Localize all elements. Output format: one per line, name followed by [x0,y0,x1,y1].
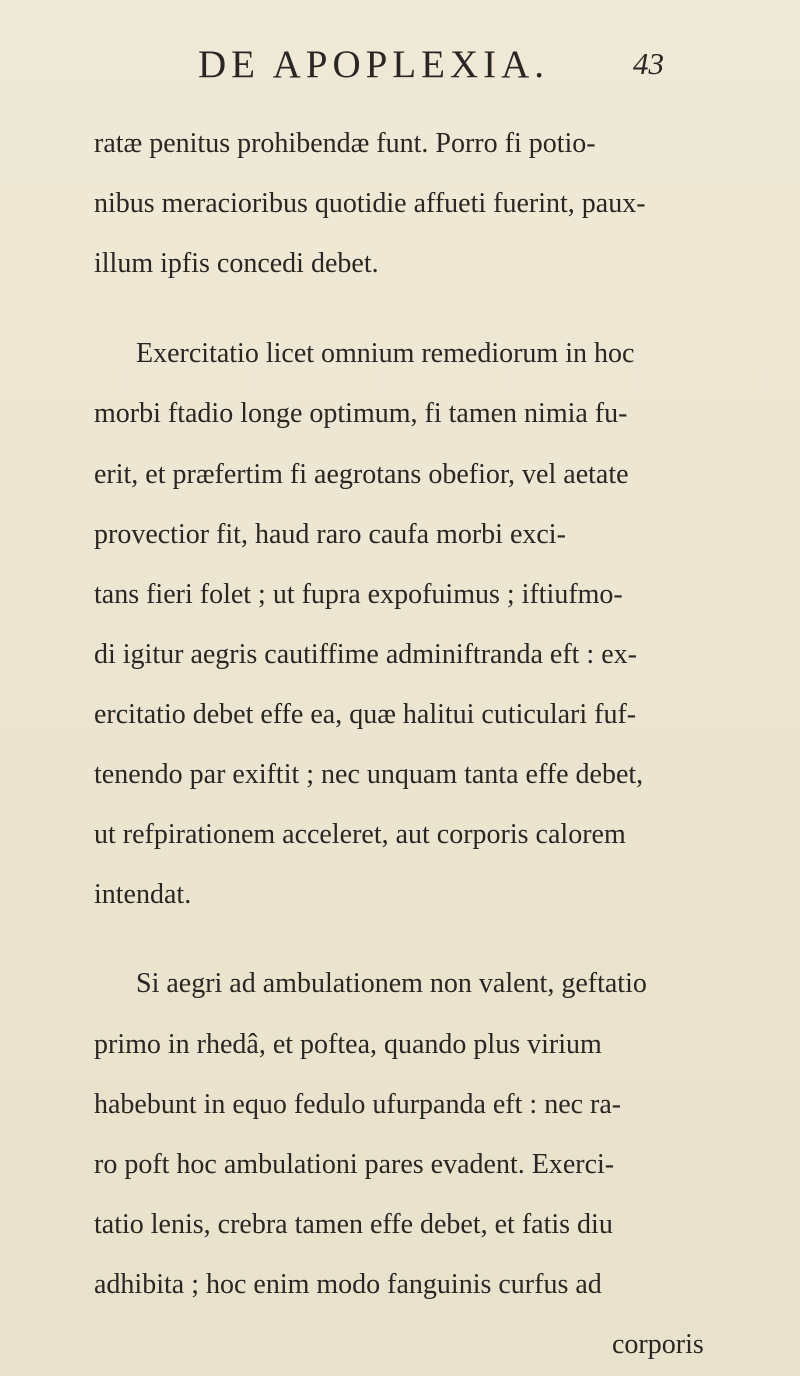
page-header [0,42,800,92]
catchword: corporis [612,1329,704,1360]
text-line: ratæ penitus prohibendæ funt. Porro fi potio- [94,128,596,159]
text-line: habebunt in equo fedulo ufurpanda eft : nec ra- [94,1089,622,1120]
page-number: 43 [633,46,664,81]
text-line: intendat. [94,879,192,910]
text-line: tatio lenis, crebra tamen effe debet, et fatis diu [94,1209,613,1240]
text-line: tans fieri folet ; ut fupra expofuimus ; iftiufmo- [94,579,623,610]
text-line: Si aegri ad ambulationem non valent, geftatio [136,968,647,999]
text-line: nibus meracioribus quotidie affueti fuerint, paux- [94,188,646,219]
text-line: Exercitatio licet omnium remediorum in hoc [136,338,635,369]
text-line: erit, et præfertim fi aegrotans obefior, vel aetate [94,459,629,490]
text-line: tenendo par exiftit ; nec unquam tanta effe debet, [94,759,644,790]
text-line: ro poft hoc ambulationi pares evadent. Exerci- [94,1149,615,1180]
running-title: DE APOPLEXIA. [198,43,550,86]
text-line: ut refpirationem acceleret, aut corporis calorem [94,819,626,850]
text-line: morbi ftadio longe optimum, fi tamen nimia fu- [94,398,628,429]
text-line: illum ipfis concedi debet. [94,248,379,279]
text-line: ercitatio debet effe ea, quæ halitui cuticulari fuf- [94,699,637,730]
text-line: adhibita ; hoc enim modo fanguinis curfus ad [94,1269,602,1300]
text-line: di igitur aegris cautiffime adminiftranda eft : ex- [94,639,637,670]
text-line: primo in rhedâ, et poftea, quando plus virium [94,1029,602,1060]
text-line: provectior fit, haud raro caufa morbi exci- [94,519,566,550]
